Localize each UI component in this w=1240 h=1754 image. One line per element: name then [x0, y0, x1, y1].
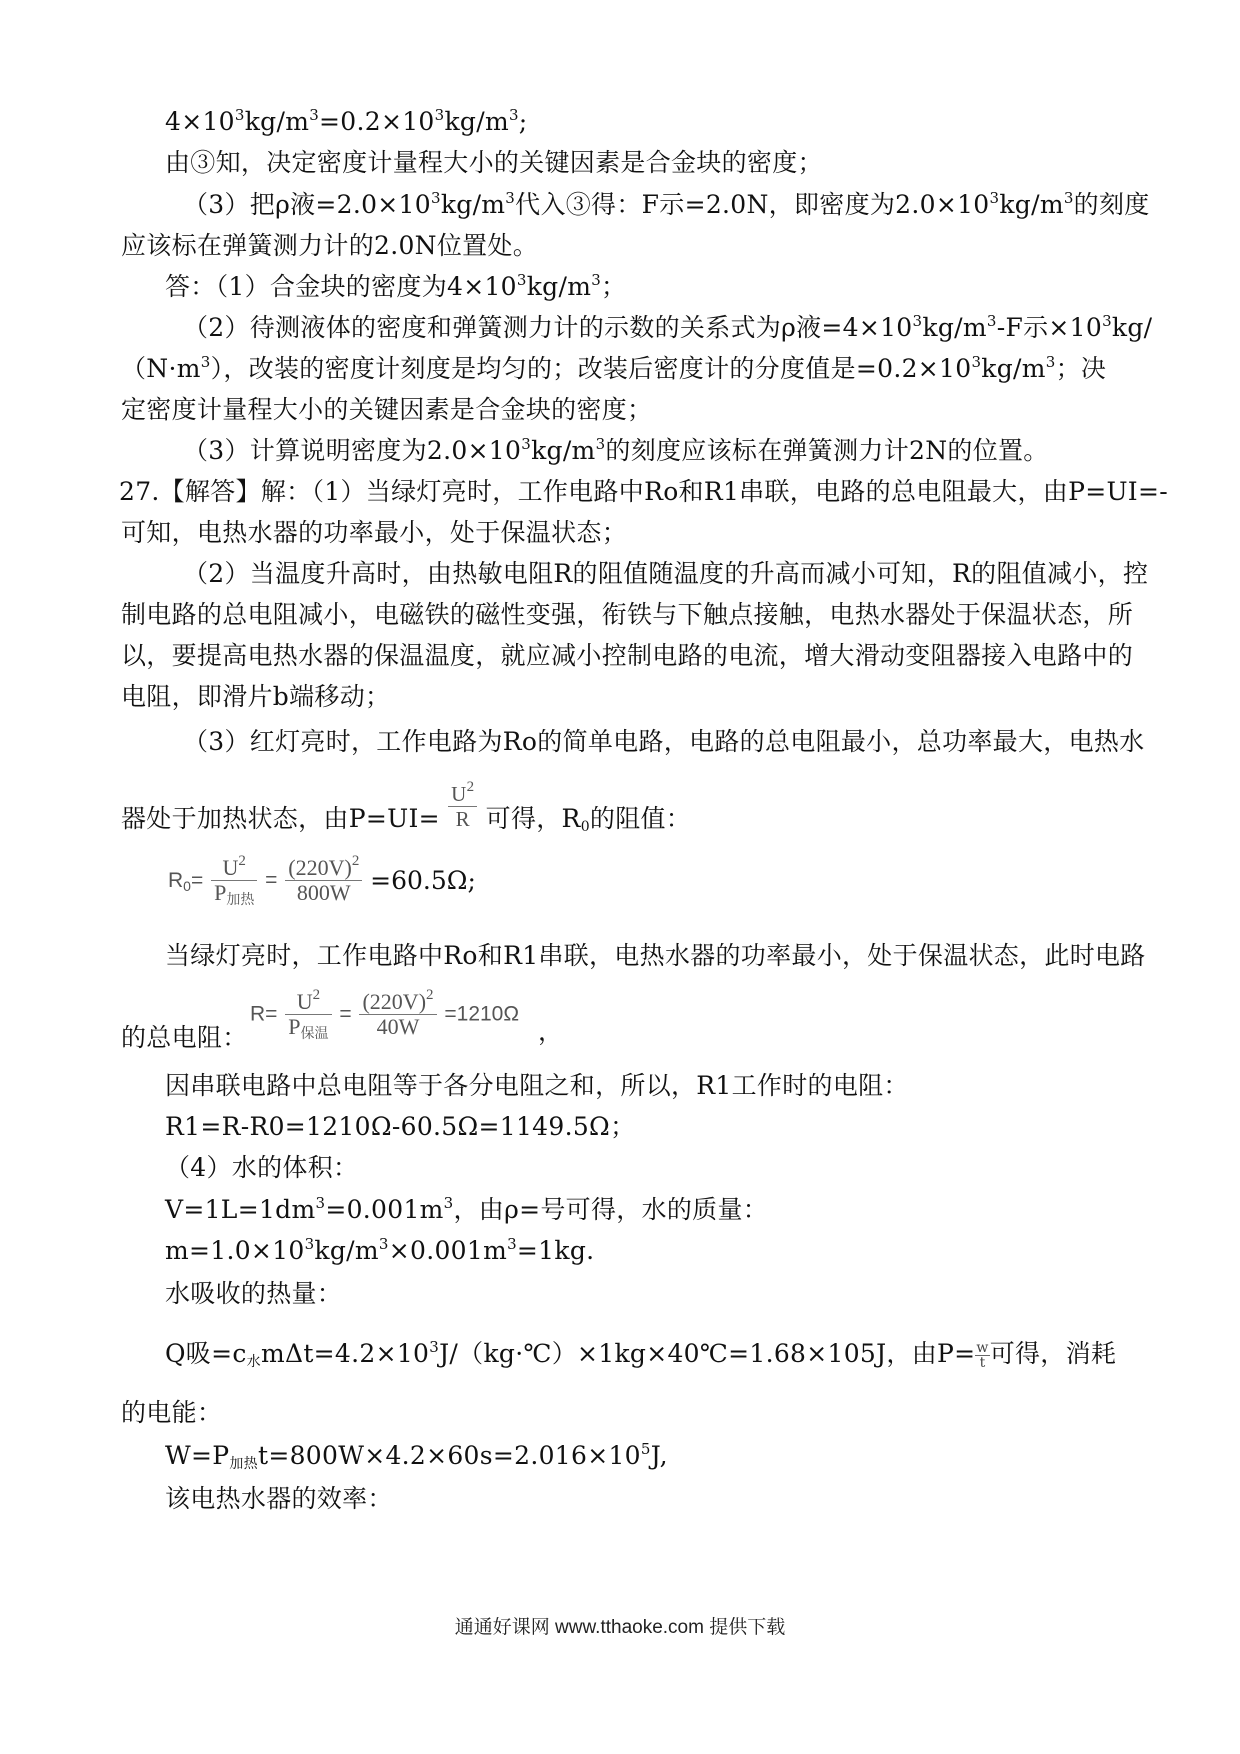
- text-line: 以，要提高电热水器的保温温度，就应减小控制电路的电流，增大滑动变阻器接入电路中的: [121, 641, 1134, 670]
- question-heading: 27.【解答】解：（1）当绿灯亮时，工作电路中Ro和R1串联，电路的总电阻最大，由P=UI=-: [119, 477, 1168, 506]
- text-line: （3）把ρ液$=2.0\times 10^3kg/m^3$代入③得：F示=2.0N，即密度为$2.0\times 10^3kg/m^3$的刻度: [183, 189, 1150, 219]
- text-line: （3）红灯亮时，工作电路为Ro的简单电路，电路的总电阻最小，总功率最大，电热水: [183, 727, 1145, 756]
- text-line: 的电能：: [121, 1398, 223, 1427]
- text-line: R1=R-R0=1210Ω-60.5Ω=1149.5Ω；: [165, 1112, 636, 1141]
- text-line: $4\times 10^3kg/m^3=0.2\times 10^3kg/m^3$;: [165, 106, 528, 136]
- text-line: 器处于加热状态，由P=UI= $\frac{U^2}{R}$ 可得，$R_0$的阻值：: [121, 779, 692, 835]
- formula-r0: $R_0=$ $\frac{U^2}{P_{加热}}$ = $\frac{(220V)^2}{800W}$ =60.5Ω;: [168, 853, 476, 908]
- text-line: 因串联电路中总电阻等于各分电阻之和，所以，R1工作时的电阻：: [165, 1071, 909, 1100]
- text-line: 答：（1）合金块的密度为$4\times 10^3kg/m^3$；: [165, 271, 627, 301]
- text-line: Q吸$=c_水m\Delta t=4.2\times 10^3J/(kg\cdot℃)\times 1kg\times 40℃=1.68\times 105J$，由P= $\frac{w}{t}$ 可得，消耗: [165, 1338, 1117, 1371]
- text-line: $W=P_{加热}t=800W\times 4.2\times 60s=2.016\times 10^5J$,: [165, 1440, 668, 1472]
- formula-r-total: R= $\frac{U^2}{P_{保温}}$ = $\frac{(220V)^2}{40W}$ =1210Ω: [250, 987, 520, 1042]
- text-line: （4）水的体积：: [165, 1153, 359, 1182]
- formula-u2-over-r: $\frac{U^2}{R}$: [448, 782, 477, 831]
- text-line: 可知，电热水器的功率最小，处于保温状态；: [121, 518, 628, 547]
- text-line: $V=1L=1dm^3=0.001m^3$，由ρ=号可得，水的质量：: [165, 1194, 769, 1224]
- text-line: 应该标在弹簧测力计的2.0N位置处。: [121, 231, 539, 260]
- text-line: 当绿灯亮时，工作电路中Ro和R1串联，电热水器的功率最小，处于保温状态，此时电路: [165, 941, 1146, 970]
- text-line: 电阻，即滑片b端移动；: [121, 682, 391, 711]
- text-line: 的总电阻：: [121, 1023, 248, 1052]
- page-footer: 通通好课网 www.tthaoke.com 提供下载: [454, 1617, 786, 1638]
- text-line: $m=1.0\times 10^3kg/m^3\times 0.001m^3=1kg$.: [165, 1235, 595, 1265]
- text-line: 由③知，决定密度计量程大小的关键因素是合金块的密度；: [165, 148, 823, 177]
- text-line: 水吸收的热量：: [165, 1279, 343, 1308]
- text-line: （2）当温度升高时，由热敏电阻R的阻值随温度的升高而减小可知，R的阻值减小，控: [183, 559, 1149, 588]
- text-line: （2）待测液体的密度和弹簧测力计的示数的关系式为ρ液$=4\times 10^3kg/m^3-F$示$\times 10^3kg/$: [183, 312, 1153, 342]
- text-comma: ，: [538, 1017, 564, 1046]
- text-line: 该电热水器的效率：: [165, 1484, 393, 1513]
- formula-w-over-t: $\frac{w}{t}$: [976, 1340, 989, 1371]
- text-line: （3）计算说明密度为$2.0\times 10^3kg/m^3$的刻度应该标在弹簧测力计2N的位置。: [183, 435, 1049, 465]
- text-line: $(N\cdot m^3)$，改装的密度计刻度是均匀的；改装后密度计的分度值是$=0.2\times 10^3kg/m^3$；决: [121, 353, 1107, 383]
- text-line: 制电路的总电阻减小，电磁铁的磁性变强，衔铁与下触点接触，电热水器处于保温状态，所: [121, 600, 1134, 629]
- text-line: 定密度计量程大小的关键因素是合金块的密度；: [121, 395, 653, 424]
